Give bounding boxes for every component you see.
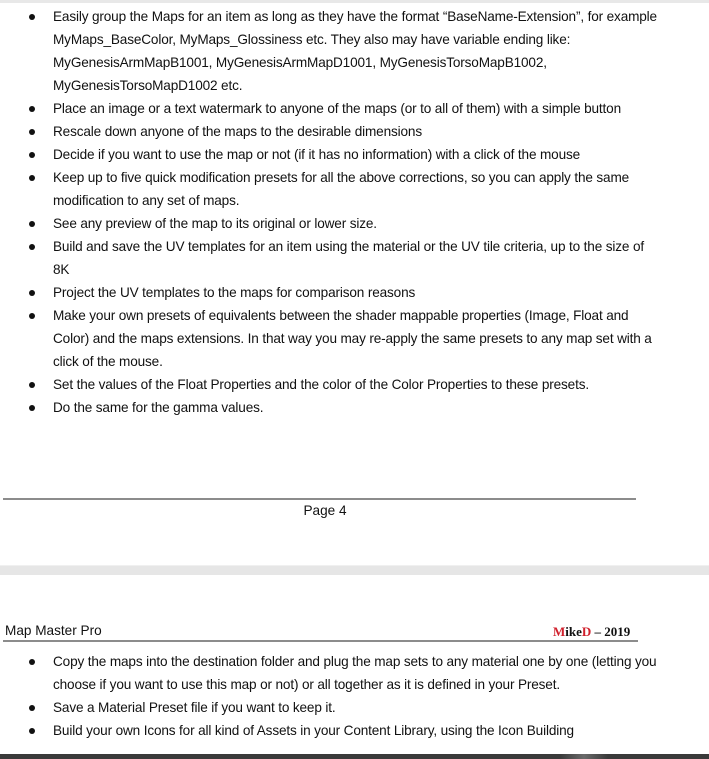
bullet-icon <box>29 728 35 734</box>
list-item-text: Place an image or a text watermark to anyone of the maps (or to all of them) with a simple button <box>53 101 621 116</box>
bullet-icon <box>29 175 35 181</box>
bullet-icon <box>29 382 35 388</box>
bullet-icon <box>29 313 35 319</box>
list-item <box>0 650 661 696</box>
list-item-text: Keep up to five quick modification presets for all the above corrections, so you can apply the same modification to any set of maps. <box>53 170 630 208</box>
list-item <box>0 143 661 166</box>
list-item <box>0 97 661 120</box>
list-item <box>0 696 661 719</box>
footer-divider <box>3 498 636 500</box>
feature-list-continued <box>0 650 670 742</box>
list-item-text: Easily group the Maps for an item as long as they have the format “BaseName-Extension”, for example MyMaps_BaseColor, MyMaps_Glossiness etc. They also may have variable ending like: MyGenesisArmMapB1001, MyGenesisArmMapD1001, MyGenesisTorsoMapB1002, MyGenesisTorsoMapD1002 etc. <box>53 9 657 93</box>
author-mid: ike <box>565 624 582 639</box>
bullet-icon <box>29 129 35 135</box>
header-author <box>553 623 630 641</box>
bullet-icon <box>29 290 35 296</box>
list-item-text: Build and save the UV templates for an item using the material or the UV tile criteria, up to the size of 8K <box>53 239 644 277</box>
bullet-icon <box>29 106 35 112</box>
bullet-icon <box>29 405 35 411</box>
list-item <box>0 396 661 419</box>
author-initial-d: D <box>581 624 592 639</box>
list-item <box>0 166 661 212</box>
page-number: Page 4 <box>303 503 347 518</box>
list-item-text: Make your own presets of equivalents between the shader mappable properties (Image, Float and Color) and the maps extensions. In that way you may re-apply the same presets to any map set with a click of the mouse. <box>53 308 652 369</box>
list-item <box>0 235 661 281</box>
list-item-text: Build your own Icons for all kind of Assets in your Content Library, using the Icon Building <box>53 723 574 738</box>
bullet-icon <box>29 221 35 227</box>
list-item <box>0 304 661 373</box>
list-item <box>0 373 661 396</box>
list-item <box>0 281 661 304</box>
bullet-icon <box>29 14 35 20</box>
list-item-text: Do the same for the gamma values. <box>53 400 264 415</box>
list-item-text: Save a Material Preset file if you want to keep it. <box>53 700 336 715</box>
document-page-4 <box>0 3 709 565</box>
document-page-5 <box>0 575 709 759</box>
bullet-icon <box>29 705 35 711</box>
bullet-icon <box>29 659 35 665</box>
taskbar-highlight <box>560 754 608 759</box>
header-divider <box>3 640 638 642</box>
list-item-text: Set the values of the Float Properties and the color of the Color Properties to these presets. <box>53 377 589 392</box>
author-year: – 2019 <box>591 624 631 639</box>
author-initial-m: M <box>553 624 566 639</box>
taskbar-edge <box>0 754 709 759</box>
bullet-icon <box>29 244 35 250</box>
list-item <box>0 120 661 143</box>
feature-list <box>0 5 670 419</box>
list-item-text: Rescale down anyone of the maps to the desirable dimensions <box>53 124 422 139</box>
list-item-text: Project the UV templates to the maps for comparison reasons <box>53 285 416 300</box>
list-item-text: Copy the maps into the destination folder and plug the map sets to any material one by one (letting you choose if you want to use this map or not) or all together as it is defined in your Preset. <box>53 654 657 692</box>
list-item <box>0 5 661 97</box>
list-item-text: Decide if you want to use the map or not (if it has no information) with a click of the mouse <box>53 147 581 162</box>
bullet-icon <box>29 152 35 158</box>
list-item <box>0 719 661 742</box>
list-item-text: See any preview of the map to its original or lower size. <box>53 216 377 231</box>
header-document-title: Map Master Pro <box>5 623 102 638</box>
list-item <box>0 212 661 235</box>
